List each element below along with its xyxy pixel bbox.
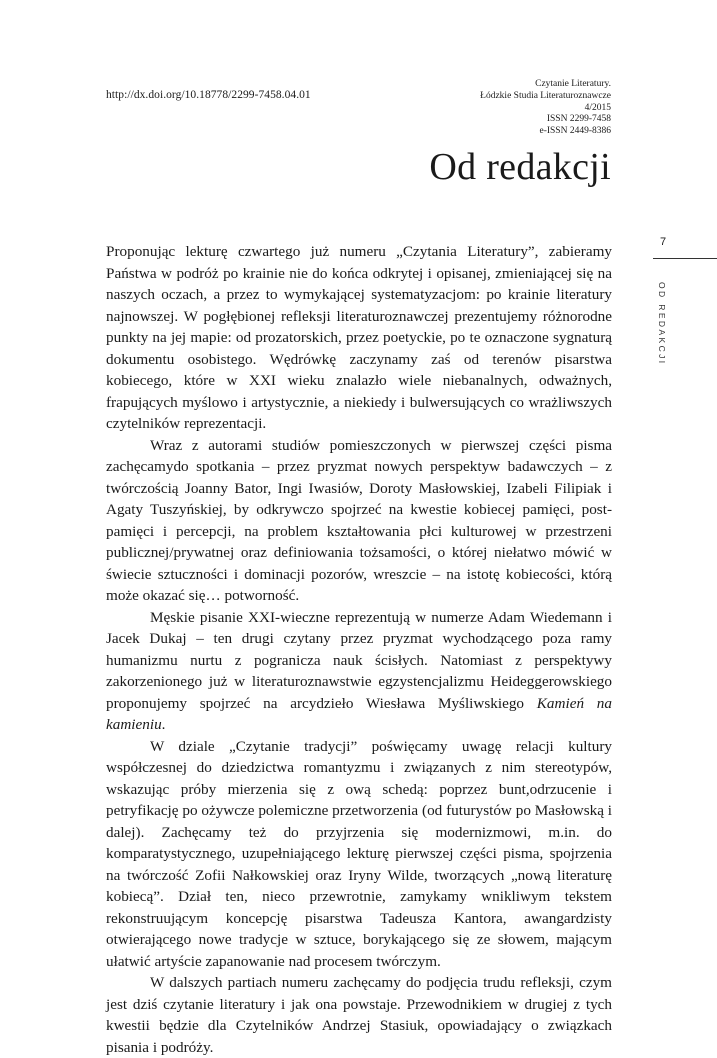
paragraph [106,607,612,736]
paragraph-text: Męskie pisanie XXI-wieczne reprezentują w numerze Adam Wiedemann i Jacek Dukaj – ten drugi czytany przez pryzmat wychodzącego poza ramy humanizmu nurtu z pogranicza nauk ścisłych. Natomiast z perspektywy zakorzenionego już w literaturoznawstwie egzystencjalizmu Heideggerowskiego proponujemy spojrzeć na arcydzieło Wiesława Myśliwskiego [106,608,612,712]
page-title: Od redakcji [429,146,611,188]
paragraph: W dziale „Czytanie tradycji” poświęcamy uwagę relacji kultury współczesnej do dziedzictwa romantyzmu i związanych z nim stereotypów, wskazując próby mierzenia się z ową schedą: poprzez bunt,odrzucenie i petryfikację po ożywcze polemiczne przetworzenia (od futurystów po Masłowską i dalej). Zachęcamy też do przyjrzenia się modernizmowi, m.in. do komparatystycznego, uzupełniającego lekturę pierwszej części pisma, spojrzenia na twórczość Zofii Nałkowskiej oraz Iryny Wilde, tworzących „nową literaturę kobiecą”. Dział ten, nieco przewrotnie, zamykamy wnikliwym tekstem rekonstruującym koncepcję pisarstwa Tadeusza Kantora, awangardzisty otwierającego nowe tradycje w sztuce, borykającego się ze słowem, mającym ułatwić artyście zapanowanie nad procesem twórczym. [106,737,612,970]
journal-issue: 4/2015 [584,102,611,113]
journal-eissn: e-ISSN 2449-8386 [539,126,611,137]
book-title: Kamień na kamieniu [106,694,612,733]
section-label: OD REDAKCJI [657,282,667,366]
journal-issn: ISSN 2299-7458 [546,114,611,125]
paragraph: Proponując lekturę czwartego już numeru „Czytania Literatury”, zabieramy Państwa w podróż po krainie nie do końca odkrytej i opisanej, zmieniającej się na naszych oczach, a przez to wymykającej systematyzacjom: po krainie literatury najnowszej. W pogłębionej refleksji literaturoznawczej prezentujemy różnorodne punkty na jej mapie: od prozatorskich, przez poetyckie, po te oznaczone sygnaturą dokumentu osobistego. Wędrówkę zaczynamy zaś od terenów pisarstwa kobiecego, które w XXI wieku znalazło wiele niebanalnych, odważnych, frapujących myślowo i artystycznie, a niekiedy i bulwersujących co wrażliwszych czytelników reprezentacji. [106,243,612,432]
journal-name: Czytanie Literatury. [535,79,611,89]
side-divider [653,258,717,259]
journal-subtitle: Łódzkie Studia Literaturoznawcze [480,90,611,101]
paragraph-end: . [161,716,166,733]
journal-info [381,79,611,138]
page-number: 7 [660,236,667,248]
doi-link[interactable]: http://dx.doi.org/10.18778/2299-7458.04.01 [106,89,311,101]
paragraph: W dalszych partiach numeru zachęcamy do podjęcia trudu refleksji, czym jest dziś czytanie literatury i jak ona powstaje. Przewodnikiem w drugiej z tych kwestii będzie dla Czytelników Andrzej Stasiuk, opowiadający o związkach pisania i podróży. [106,974,612,1056]
article-body [106,241,612,1058]
paragraph: Wraz z autorami studiów pomieszczonych w pierwszej części pisma zachęcamydo spotkania – przez pryzmat nowych perspektyw badawczych – z twórczością Joanny Bator, Ingi Iwasiów, Doroty Masłowskiej, Izabeli Filipiak i Agaty Tuszyńskiej, by odkrywczo spojrzeć na kwestie kobiecej pamięci, post-pamięci i percepcji, na problem kształtowania płci kulturowej w przestrzeni publicznej/prywatnej oraz definiowania tożsamości, o której niełatwo mówić w świecie sztuczności i dominacji pozorów, wreszcie – na istotę kobiecości, którą może okazać się… potworność. [106,436,612,604]
